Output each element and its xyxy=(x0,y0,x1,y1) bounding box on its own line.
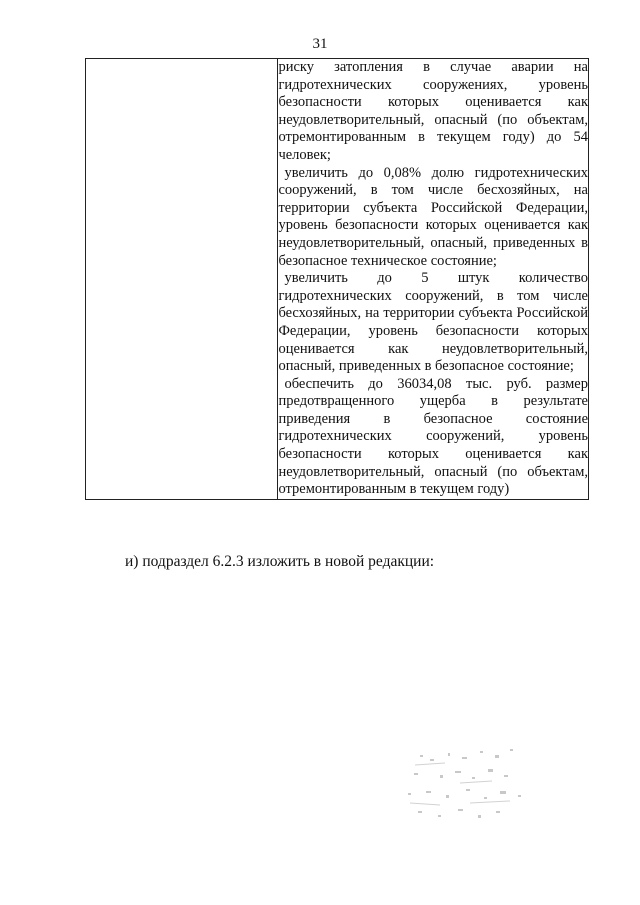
table-right-cell xyxy=(278,59,589,500)
document-table xyxy=(85,58,589,500)
table-paragraph: увеличить до 0,08% долю гидротехнических сооружений, в том числе бесхозяйных, на территории субъекта Российской Федерации, уровень безопасности которых оценивается как неудовлетворительный, опасный, приведенных в безопасное техническое состояние; xyxy=(278,164,588,269)
table-left-cell xyxy=(86,59,278,500)
table-paragraph: увеличить до 5 штук количество гидротехнических сооружений, в том числе бесхозяйных, на территории субъекта Российской Федерации, уровень безопасности которых оценивается как неудовлетворительный, опасный, приведенных в безопасное состояние; xyxy=(278,270,588,375)
page-number: 31 xyxy=(312,36,328,52)
section-instruction: и) подраздел 6.2.3 изложить в новой редакции: xyxy=(125,553,435,570)
table-row xyxy=(86,59,589,500)
faded-stamp-mark xyxy=(400,745,530,825)
table-paragraph: обеспечить до 36034,08 тыс. руб. размер предотвращенного ущерба в результате приведения в безопасное состояние гидротехнических сооружений, уровень безопасности которых оценивается как неудовлетворительный, опасный (по объектам, отремонтированным в текущем году) xyxy=(278,375,588,498)
table-paragraph: риску затопления в случае аварии на гидротехнических сооружениях, уровень безопасности которых оценивается как неудовлетворительный, опасный (по объектам, отремонтированным в текущем году) до 54 человек; xyxy=(278,59,588,163)
